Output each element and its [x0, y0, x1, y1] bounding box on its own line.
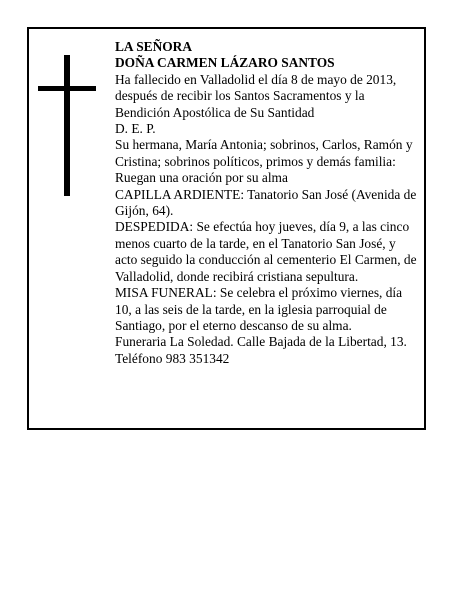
farewell-info: DESPEDIDA: Se efectúa hoy jueves, día 9, a las cinco menos cuarto de la tarde, en el Tanatorio San José, y acto seguido la conducción al cementerio El Carmen, de Valladolid, donde recibirá cristiana sepultura. — [115, 219, 417, 284]
family-list: Su hermana, María Antonia; sobrinos, Carlos, Ramón y Cristina; sobrinos políticos, primos y demás familia: — [115, 137, 413, 169]
obituary-text — [115, 39, 421, 367]
chapel-info: CAPILLA ARDIENTE: Tanatorio San José (Avenida de Gijón, 64). — [115, 186, 417, 219]
notice-title: LA SEÑORA — [115, 39, 193, 54]
funeral-mass-info: MISA FUNERAL: Se celebra el próximo viernes, día 10, a las seis de la tarde, en la iglesia parroquial de Santiago, por el eterno descanso de su alma. — [115, 285, 403, 333]
cross-vertical-bar — [64, 55, 70, 196]
death-announcement: Ha fallecido en Valladolid el día 8 de mayo de 2013, después de recibir los Santos Sacramentos y la Bendición Apostólica de Su Santidad — [115, 71, 397, 120]
rip-line: D. E. P. — [115, 121, 156, 137]
cross-horizontal-bar — [38, 86, 96, 91]
deceased-name: DOÑA CARMEN LÁZARO SANTOS — [115, 55, 335, 71]
prayer-request: Ruegan una oración por su alma — [115, 170, 288, 186]
funeral-home-info: Funeraria La Soledad. Calle Bajada de la Libertad, 13. Teléfono 983 351342 — [115, 334, 407, 366]
